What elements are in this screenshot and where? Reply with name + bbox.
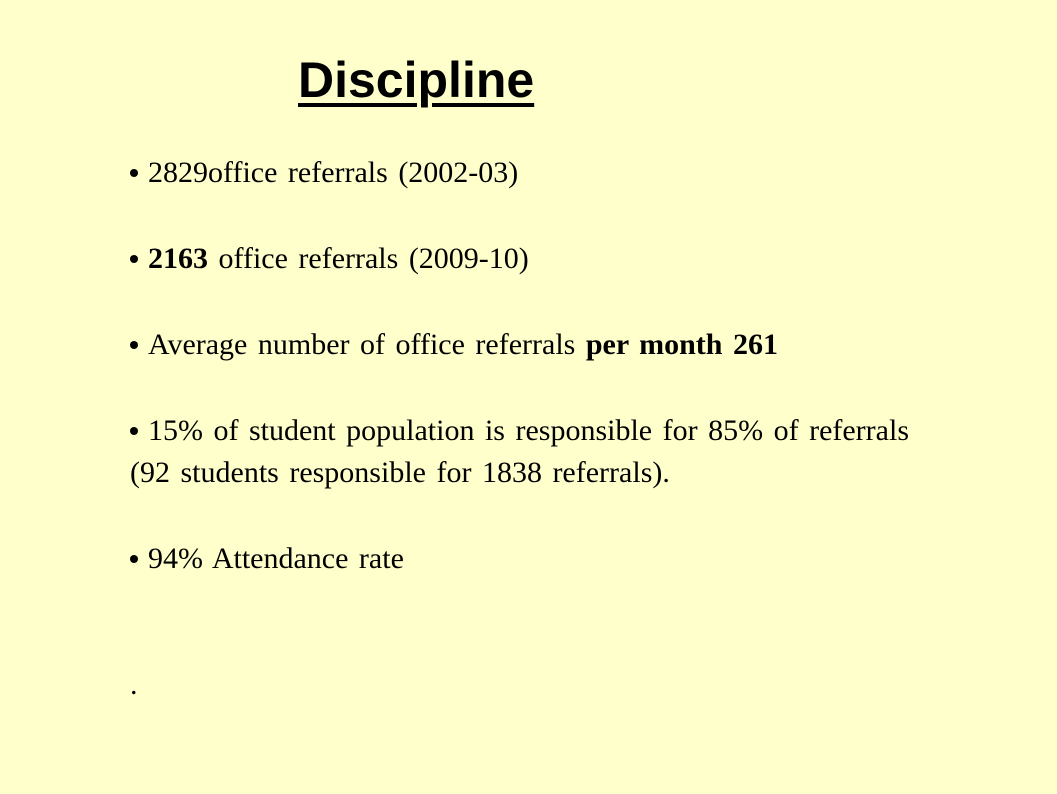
bullet-item: [130, 152, 945, 194]
bullet-dot-icon: [130, 169, 138, 177]
bullet-text: office referrals (2009-10): [208, 242, 529, 275]
bullet-text: 15% of student population is responsible for 85% of referrals (92 students responsible for 1838 referrals).: [130, 414, 909, 489]
bullet-dot-icon: [130, 341, 138, 349]
bullet-list: [130, 152, 945, 706]
bullet-text: 2829office referrals (2002-03): [148, 156, 519, 189]
bullet-dot-icon: [130, 427, 138, 435]
bullet-item: [130, 410, 945, 494]
bullet-dot-icon: [130, 255, 138, 263]
bullet-item: [130, 538, 945, 580]
bullet-text-bold: per month 261: [585, 328, 778, 361]
bullet-text-bold: 2163: [148, 242, 208, 275]
trailing-text: .: [130, 668, 138, 701]
bullet-text: 94% Attendance rate: [148, 542, 404, 575]
bullet-text: Average number of office referrals: [148, 328, 586, 361]
bullet-item: [130, 238, 945, 280]
bullet-item: [130, 324, 945, 366]
bullet-dot-icon: [130, 555, 138, 563]
slide-title: Discipline: [298, 52, 535, 108]
